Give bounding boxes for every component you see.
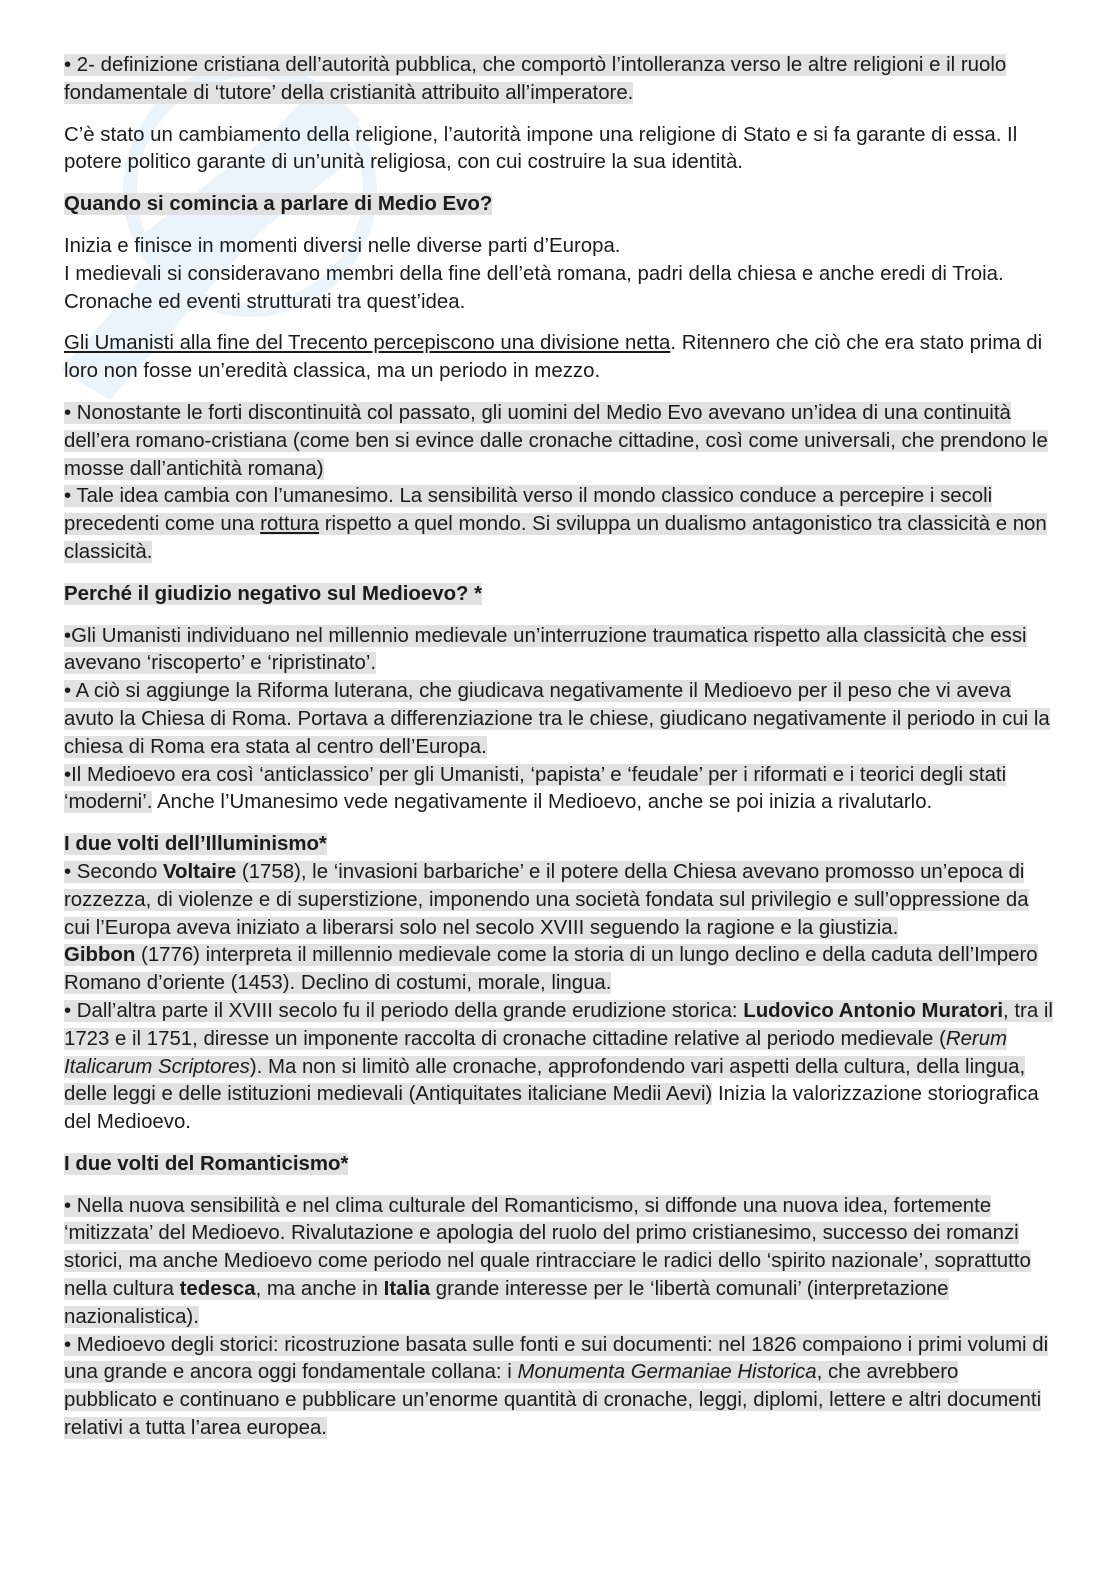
text-muratori: Ludovico Antonio Muratori (743, 999, 1004, 1022)
bullet-umanesimo (64, 485, 1047, 563)
text-muratori-desc: , tra il 1723 e il 1751, diresse un imponente raccolta di cronache cittadine relative al periodo medievale ( (64, 999, 1053, 1050)
text-italia: Italia (383, 1278, 431, 1301)
text-gibbon-desc: (1776) interpreta il millennio medievale come la storia di un lungo declino e della caduta dell’Impero Romano d’oriente (1453). Declino di costumi, morale, lingua. (64, 944, 1038, 995)
heading-giudizio-negativo (64, 581, 1054, 609)
heading-romanticismo (64, 1151, 1054, 1179)
paragraph-giudizio (64, 623, 1054, 818)
paragraph-cambiamento-religione: C’è stato un cambiamento della religione, l’autorità impone una religione di Stato e si fa garante di essa. Il potere politico garante di un’unità religiosa, con cui costruire la sua identità. (64, 123, 1018, 174)
text-inizia: Inizia e finisce in momenti diversi nelle diverse parti d’Europa. (64, 234, 621, 257)
text-rerum-italicarum: Rerum Italicarum Scriptores (64, 1027, 1008, 1078)
text-romanticismo-a: • Nella nuova sensibilità e nel clima culturale del Romanticismo, si diffonde una nuova idea, fortemente ‘mitizzata’ del Medioevo. Rivalutazione e apologia del ruolo del primo cristianesimo, successo dei romanzi storici, ma anche Medioevo come periodo nel quale rintracciare le radici dello ‘spirito nazionale’, soprattutto nella cultura (64, 1194, 1031, 1301)
bullet-discontinuita: • Nonostante le forti discontinuità col passato, gli uomini del Medio Evo avevano un’idea di una continuità dell’era romano-cristiana (come ben si evince dalle cronache cittadine, così come universali, che prendono le mosse dall’antichità romana) (64, 401, 1048, 480)
paragraph-umanisti (64, 330, 1054, 386)
bullet-storici (64, 1334, 1048, 1439)
bullet-definizione-cristiana: • 2- definizione cristiana dell’autorità pubblica, che comportò l’intolleranza verso le altre religioni e il ruolo fondamentale di ‘tutore’ della cristianità attribuito all’imperatore. (64, 54, 1007, 104)
text-erudizione: • Dall’altra parte il XVIII secolo fu il periodo della grande erudizione storica: (64, 999, 744, 1022)
document-page (64, 52, 1054, 1457)
text-storici-a: • Medioevo degli storici: ricostruzione basata sulle fonti e sui documenti: nel 1826 compaiono i primi volumi di una grande e ancora oggi fondamentale collana: i (64, 1333, 1049, 1384)
text-storici-b: , che avrebbero pubblicato e continuano e pubblicare un’enorme quantità di cronache, leggi, diplomi, lettere e altri documenti relativi a tutta l’area europea. (64, 1361, 1042, 1440)
bullet-sensibilita (64, 1195, 1031, 1328)
text-medievali: I medievali si consideravano membri della fine dell’età romana, padri della chiesa e anche eredi di Troia. Cronache ed eventi strutturati tra quest’idea. (64, 262, 1004, 313)
text-umanesimo-a: • Tale idea cambia con l’umanesimo. La sensibilità verso il mondo classico conduce a percepire i secoli precedenti come una (64, 485, 993, 536)
text-secondo: • Secondo (64, 860, 163, 883)
text-gibbon: Gibbon (64, 944, 136, 967)
heading-medio-evo-text: Quando si comincia a parlare di Medio Evo? (64, 193, 493, 216)
text-umanisti-underlined: Gli Umanisti alla fine del Trecento percepiscono una divisione netta (64, 332, 671, 355)
heading-illuminismo: I due volti dell’Illuminismo* (64, 833, 327, 856)
paragraph-continuita (64, 400, 1054, 567)
paragraph-inizia-finisce (64, 233, 1054, 316)
text-rottura: rottura (260, 513, 320, 536)
paragraph-romanticismo (64, 1193, 1054, 1443)
paragraph-definizione (64, 52, 1054, 108)
text-gibbon-block (64, 944, 1038, 994)
paragraph-illuminismo (64, 831, 1054, 1137)
bullet-riforma-luterana: • A ciò si aggiunge la Riforma luterana, che giudicava negativamente il Medioevo per il peso che vi aveva avuto la Chiesa di Roma. Portava a differenziazione tra le chiese, giudicano negativamente il periodo in cui la chiesa di Roma era stata al centro dell’Europa. (64, 680, 1050, 758)
text-umanesimo-b: rispetto a quel mondo. Si sviluppa un dualismo antagonistico tra classicità e non classicità. (64, 513, 1047, 563)
text-umanisti-rest: . Ritennero che ciò che era stato prima di loro non fosse un’eredità classica, ma un periodo in mezzo. (64, 332, 1043, 383)
text-monumenta: Monumenta Germaniae Historica (517, 1361, 817, 1384)
heading-medio-evo (64, 191, 1054, 219)
text-valorizzazione: Inizia la valorizzazione storiografica del Medioevo. (64, 1083, 1039, 1134)
text-voltaire: Voltaire (162, 860, 237, 883)
text-rivalutarlo: Anche l’Umanesimo vede negativamente il Medioevo, anche se poi inizia a rivalutarlo. (152, 791, 933, 814)
text-voltaire-desc: (1758), le ‘invasioni barbariche’ e il potere della Chiesa avevano promosso un’epoca di rozzezza, di violenze e di superstizione, imponendo una società fondata sul privilegio e sull’oppressione da cui l’Europa aveva iniziato a liberarsi solo nel secolo XVIII seguendo la ragione e la giustizia. (64, 860, 1029, 939)
text-tedesca: tedesca (179, 1278, 256, 1301)
bullet-interruzione: •Gli Umanisti individuano nel millennio medievale un’interruzione traumatica rispetto alla classicità che essi avevano ‘riscoperto’ e ‘ripristinato’. (64, 624, 1027, 675)
text-romanticismo-b: , ma anche in (255, 1278, 384, 1301)
heading-romanticismo-text: I due volti del Romanticismo* (64, 1152, 349, 1175)
heading-giudizio-negativo-text: Perché il giudizio negativo sul Medioevo? * (64, 582, 483, 605)
text-antiquitates: ). Ma non si limitò alle cronache, approfondendo vari aspetti della cultura, della lingua, delle leggi e delle istituzioni medievali (Antiquitates italiciane Medii Aevi) (64, 1055, 1026, 1106)
bullet-anticlassico: •Il Medioevo era così ‘anticlassico’ per gli Umanisti, ‘papista’ e ‘feudale’ per i riformati e i teorici degli stati ‘moderni’. (64, 763, 1007, 814)
bullet-voltaire (64, 861, 1029, 939)
text-romanticismo-c: grande interesse per le ‘libertà comunali’ (interpretazione nazionalistica). (64, 1278, 949, 1328)
